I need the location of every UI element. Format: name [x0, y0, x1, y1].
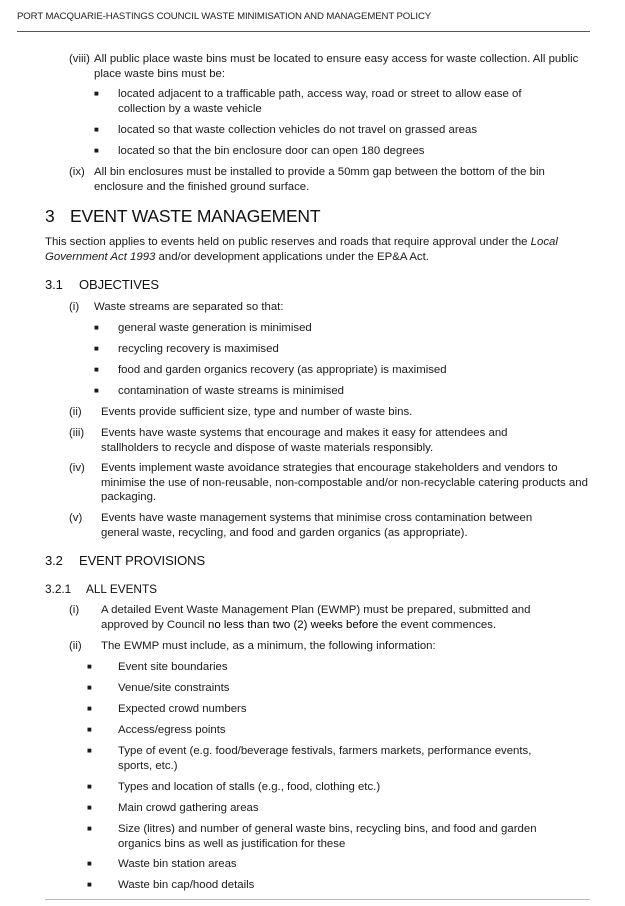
bullet-text: Main crowd gathering areas — [118, 802, 259, 814]
list-item-text: Events provide sufficient size, type and number of waste bins. — [101, 406, 413, 418]
bullet-icon: ■ — [87, 859, 92, 868]
bullet-icon: ■ — [87, 662, 92, 671]
list-number: (ii) — [69, 640, 82, 652]
section-intro: This section applies to events held on public reserves and roads that require approval under the Local Government Act 1993 and/or development applications under the EP&A Act. — [45, 236, 558, 263]
subsection-number: 3.1 — [45, 277, 63, 292]
list-number: (i) — [69, 301, 80, 313]
bullet-icon: ■ — [87, 824, 92, 833]
bullet-text: located so that the bin enclosure door can open 180 degrees — [118, 145, 425, 157]
subsection-number: 3.2 — [45, 553, 63, 568]
bullet-icon: ■ — [94, 365, 99, 374]
subsubsection-heading: ALL EVENTS — [86, 582, 158, 596]
bullet-icon: ■ — [94, 323, 99, 332]
bullet-text: food and garden organics recovery (as appropriate) is maximised — [118, 364, 447, 376]
bullet-text: Size (litres) and number of general waste bins, recycling bins, and food and garden organics bins as well as justification for these — [118, 823, 537, 850]
list-item-text: The EWMP must include, as a minimum, the following information: — [101, 640, 436, 652]
list-number: (iii) — [69, 427, 85, 439]
list-item-text: Events have waste systems that encourage and makes it easy for attendees and stallholders to recycle and dispose of waste materials responsibly. — [101, 427, 508, 454]
section-heading: EVENT WASTE MANAGEMENT — [70, 206, 321, 226]
list-number: (v) — [69, 512, 83, 524]
list-number: (i) — [69, 604, 80, 616]
bullet-icon: ■ — [94, 89, 99, 98]
bullet-text: located adjacent to a trafficable path, access way, road or street to allow ease of collection by a waste vehicle — [118, 88, 522, 115]
bullet-text: Access/egress points — [118, 724, 226, 736]
list-item-text: Waste streams are separated so that: — [94, 301, 284, 313]
bullet-icon: ■ — [87, 746, 92, 755]
bullet-icon: ■ — [94, 344, 99, 353]
bullet-text: located so that waste collection vehicles do not travel on grassed areas — [118, 124, 478, 136]
bullet-text: recycling recovery is maximised — [118, 343, 279, 355]
section-number: 3 — [45, 206, 55, 226]
subsection-heading: OBJECTIVES — [79, 277, 159, 292]
bullet-icon: ■ — [94, 146, 99, 155]
list-number: (ix) — [69, 166, 85, 178]
bullet-icon: ■ — [94, 386, 99, 395]
list-item-text: Events have waste management systems that minimise cross contamination between general waste, recycling, and food and garden organics (as appropriate). — [101, 512, 533, 539]
bullet-text: Waste bin station areas — [118, 858, 237, 870]
bullet-text: Type of event (e.g. food/beverage festivals, farmers markets, performance events, sports, etc.) — [118, 745, 532, 772]
list-number: (iv) — [69, 462, 85, 474]
bullet-text: general waste generation is minimised — [118, 322, 312, 334]
subsection-heading: EVENT PROVISIONS — [79, 553, 206, 568]
bullet-text: Event site boundaries — [118, 661, 228, 673]
bullet-text: contamination of waste streams is minimised — [118, 385, 344, 397]
list-number: (viii) — [69, 53, 90, 65]
list-item-text: A detailed Event Waste Management Plan (EWMP) must be prepared, submitted and approved by Council no less than two (2) weeks before the event commences. — [101, 604, 531, 631]
running-header: PORT MACQUARIE-HASTINGS COUNCIL WASTE MINIMISATION AND MANAGEMENT POLICY — [17, 11, 590, 32]
footer-divider — [45, 899, 590, 900]
bullet-text: Types and location of stalls (e.g., food, clothing etc.) — [118, 781, 381, 793]
list-item-text: All public place waste bins must be located to ensure easy access for waste collection. All public place waste bins must be: — [94, 53, 579, 80]
bullet-icon: ■ — [87, 683, 92, 692]
bullet-icon: ■ — [94, 125, 99, 134]
bullet-icon: ■ — [87, 704, 92, 713]
bullet-icon: ■ — [87, 782, 92, 791]
bullet-icon: ■ — [87, 880, 92, 889]
bullet-text: Venue/site constraints — [118, 682, 230, 694]
subsubsection-number: 3.2.1 — [45, 582, 72, 596]
bullet-icon: ■ — [87, 803, 92, 812]
bullet-text: Waste bin cap/hood details — [118, 879, 255, 891]
list-item-text: Events implement waste avoidance strategies that encourage stakeholders and vendors to minimise the use of non-reusable, non-compostable and/or non-recyclable catering products and packaging. — [101, 462, 588, 504]
list-number: (ii) — [69, 406, 82, 418]
bullet-text: Expected crowd numbers — [118, 703, 247, 715]
list-item-text: All bin enclosures must be installed to provide a 50mm gap between the bottom of the bin enclosure and the finished ground surface. — [94, 166, 545, 193]
bullet-icon: ■ — [87, 725, 92, 734]
